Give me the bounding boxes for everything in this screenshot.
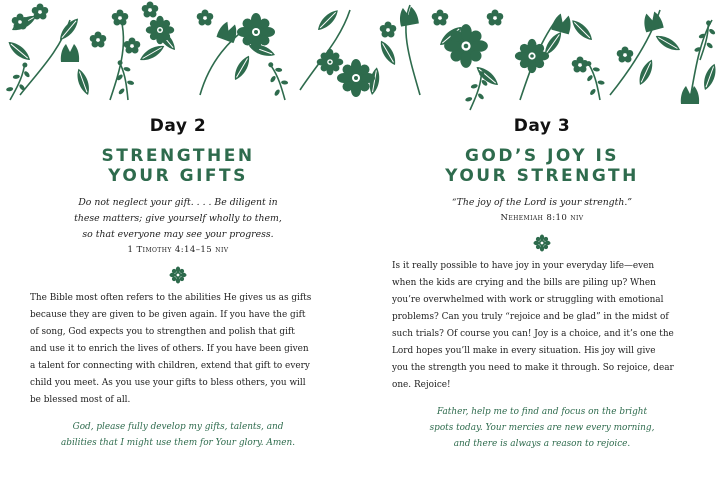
body-line: such trials? Of course you can! Joy is a choice, and it’s one the	[392, 329, 674, 339]
body-line: and use it to enrich the lives of others. If you have been given	[30, 344, 309, 354]
prayer	[30, 419, 326, 451]
body-line: when the kids are crying and the bills are piling up? When	[392, 278, 656, 288]
day-label: Day 3	[513, 116, 571, 136]
body-line: a talent for connecting with children, extend that gift to every	[30, 361, 310, 371]
prayer-line: God, please fully develop my gifts, talents, and	[72, 422, 284, 432]
floral-banner-illustration	[0, 0, 720, 118]
day-label: Day 2	[149, 116, 207, 136]
verse-line: “The joy of the Lord is your strength.”	[451, 197, 633, 208]
title-line: YOUR STRENGTH	[445, 166, 639, 186]
devotional-body	[392, 258, 692, 394]
prayer-line: spots today. Your mercies are new every morning,	[429, 423, 655, 433]
verse-line: these matters; give yourself wholly to them,	[74, 213, 282, 224]
prayer-line: Father, help me to find and focus on the bright	[436, 407, 648, 417]
body-line: you the strength you need to make it through. So rejoice, dear	[392, 363, 674, 373]
body-line: child you meet. As you use your gifts to bless others, you will	[30, 378, 306, 388]
flower-divider-icon	[392, 234, 692, 252]
body-line: because they are given to be given again. If you have the gift	[30, 310, 306, 320]
prayer-line: and there is always a reason to rejoice.	[453, 439, 631, 449]
right-page	[392, 116, 692, 452]
body-line: one. Rejoice!	[392, 380, 451, 390]
scripture-reference: Nehemiah 8:10 niv	[500, 213, 584, 223]
scripture-reference: 1 Timothy 4:14–15 niv	[127, 245, 229, 255]
page-title	[392, 146, 692, 186]
flower-divider-icon	[30, 266, 326, 284]
title-line: GOD’S JOY IS	[464, 146, 620, 166]
title-line: STRENGTHEN	[101, 146, 255, 166]
body-line: problems? Can you truly “rejoice and be glad” in the midst of	[392, 312, 669, 322]
body-line: The Bible most often refers to the abilities He gives us as gifts	[30, 293, 312, 303]
prayer	[392, 404, 692, 452]
body-line: Lord hopes you’ll make in every situation. His joy will give	[392, 346, 656, 356]
title-line: YOUR GIFTS	[108, 166, 248, 186]
devotional-body	[30, 290, 326, 409]
scripture-verse	[392, 195, 692, 211]
body-line: of song, God expects you to strengthen and polish that gift	[30, 327, 295, 337]
page-title	[30, 146, 326, 186]
scripture-verse	[30, 195, 326, 243]
left-page	[30, 116, 326, 451]
verse-line: so that everyone may see your progress.	[82, 229, 274, 240]
verse-line: Do not neglect your gift. . . . Be diligent in	[78, 197, 278, 208]
body-line: be blessed most of all.	[30, 395, 131, 405]
prayer-line: abilities that I might use them for Your glory. Amen.	[60, 438, 296, 448]
body-line: Is it really possible to have joy in your everyday life—even	[392, 261, 655, 271]
body-line: you’re overwhelmed with work or struggling with emotional	[392, 295, 664, 305]
